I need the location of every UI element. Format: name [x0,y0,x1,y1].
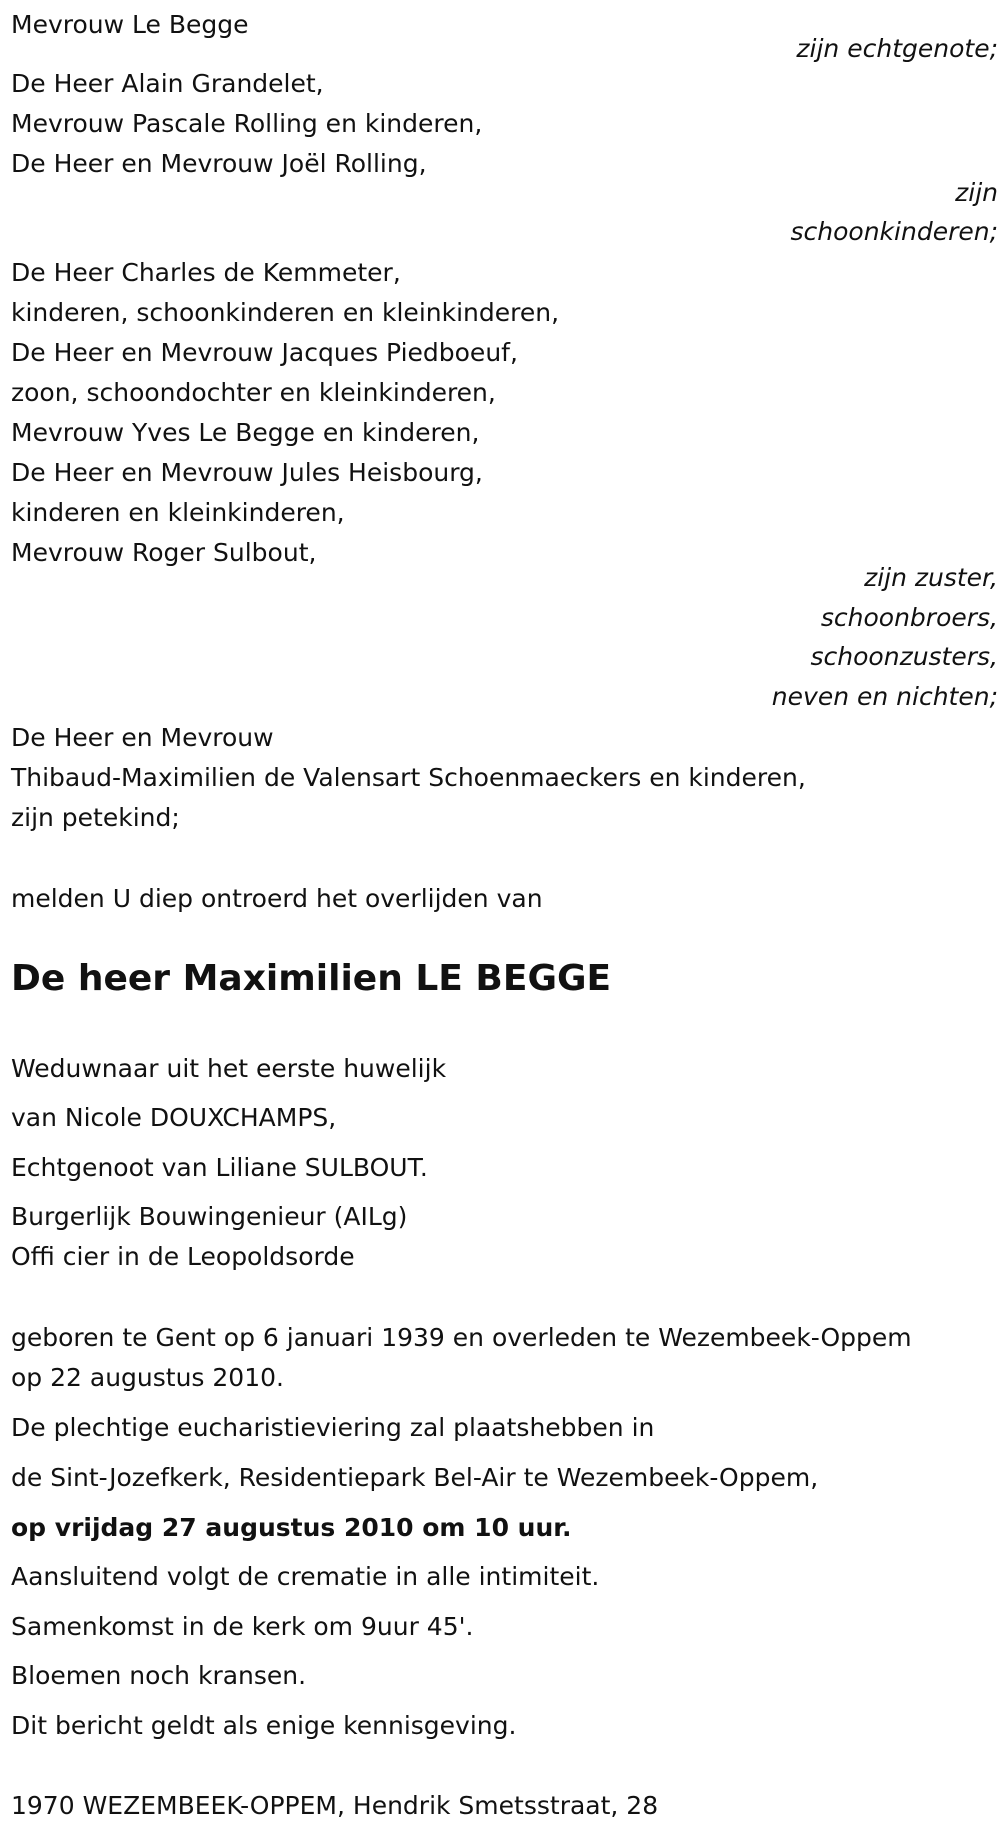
godchild-1: De Heer en Mevrouw [11,723,274,752]
stepchild-2: Mevrouw Pascale Rolling en kinderen, [11,109,483,138]
title-3: Echtgenoot van Liliane SULBOUT. [11,1153,428,1182]
title-5: Offi cier in de Leopoldsorde [11,1242,355,1271]
family-8: Mevrouw Roger Sulbout, [11,538,317,567]
ceremony-date: op vrijdag 27 augustus 2010 om 10 uur. [11,1513,572,1542]
born-died-1: geboren te Gent op 6 januari 1939 en overleden te Wezembeek-Oppem [11,1323,912,1352]
family-4: zoon, schoondochter en kleinkinderen, [11,378,496,407]
family-2: kinderen, schoonkinderen en kleinkinderen, [11,298,560,327]
family-1: De Heer Charles de Kemmeter, [11,258,401,287]
family-relation-3: schoonzusters, [810,642,998,671]
note-1: Aansluitend volgt de crematie in alle intimiteit. [11,1562,600,1591]
family-7: kinderen en kleinkinderen, [11,498,345,527]
address-line: 1970 WEZEMBEEK-OPPEM, Hendrik Smetsstraat, 28 [11,1791,659,1820]
title-1: Weduwnaar uit het eerste huwelijk [11,1054,447,1083]
stepchild-1: De Heer Alain Grandelet, [11,69,324,98]
family-6: De Heer en Mevrouw Jules Heisbourg, [11,458,483,487]
family-relation-2: schoonbroers, [820,603,998,632]
deceased-name: De heer Maximilien LE BEGGE [11,958,612,999]
announce-line: melden U diep ontroerd het overlijden van [11,884,543,913]
family-relation-1: zijn zuster, [864,563,998,592]
title-4: Burgerlijk Bouwingenieur (AILg) [11,1202,408,1231]
stepchildren-relation-2: schoonkinderen; [790,217,998,246]
note-2: Samenkomst in de kerk om 9uur 45'. [11,1612,474,1641]
stepchildren-relation-1: zijn [955,178,998,207]
born-died-2: op 22 augustus 2010. [11,1363,284,1392]
ceremony-line-1: De plechtige eucharistieviering zal plaatshebben in [11,1413,655,1442]
widow-relation: zijn echtgenote; [796,34,998,63]
family-5: Mevrouw Yves Le Begge en kinderen, [11,418,480,447]
stepchild-3: De Heer en Mevrouw Joël Rolling, [11,149,427,178]
godchild-2: Thibaud-Maximilien de Valensart Schoenmaeckers en kinderen, [11,763,806,792]
family-relation-4: neven en nichten; [771,682,998,711]
ceremony-line-2: de Sint-Jozefkerk, Residentiepark Bel-Air te Wezembeek-Oppem, [11,1463,819,1492]
title-2: van Nicole DOUXCHAMPS, [11,1103,337,1132]
godchild-3: zijn petekind; [11,803,180,832]
widow-line: Mevrouw Le Begge [11,10,249,39]
note-3: Bloemen noch kransen. [11,1661,307,1690]
note-4: Dit bericht geldt als enige kennisgeving. [11,1711,517,1740]
family-3: De Heer en Mevrouw Jacques Piedboeuf, [11,338,518,367]
